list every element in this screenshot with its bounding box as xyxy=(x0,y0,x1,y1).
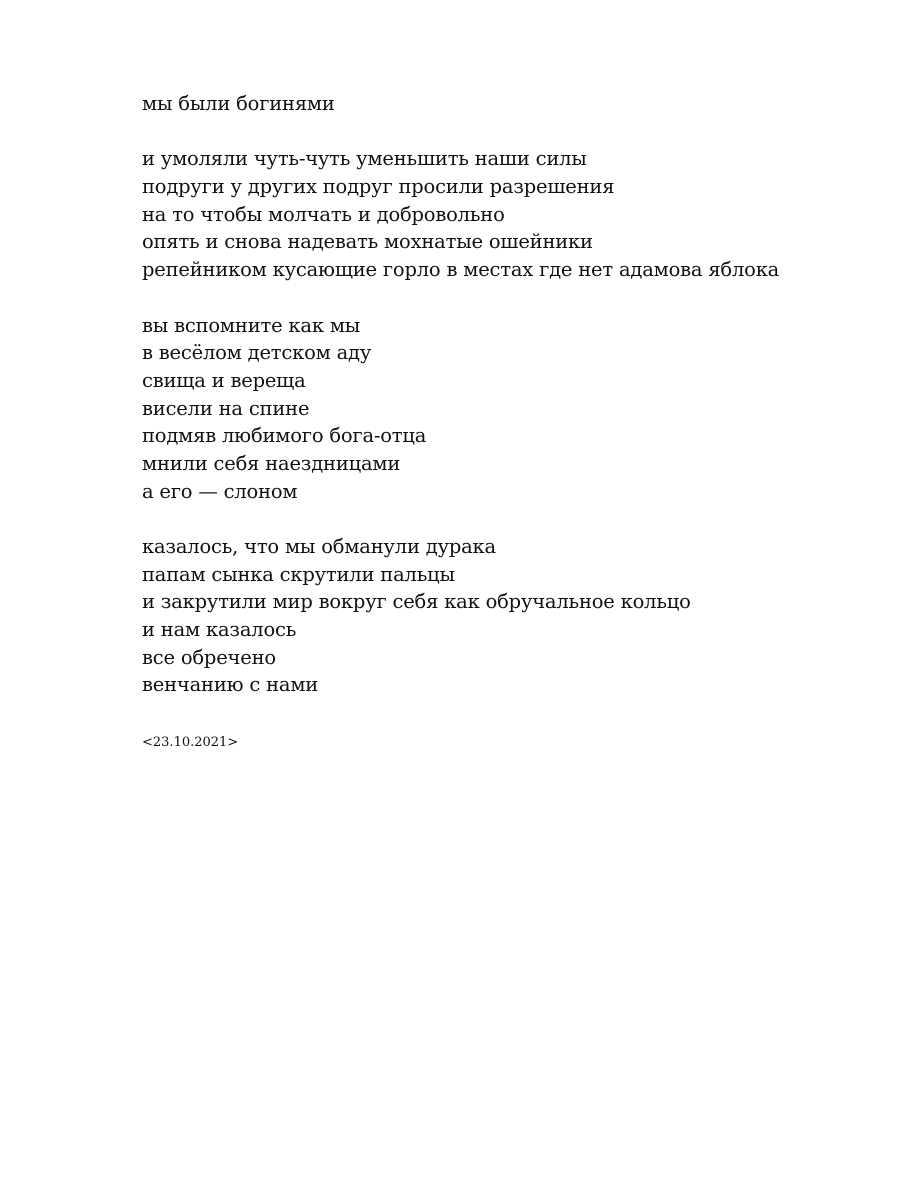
poem-line: репейником кусающие горло в местах где нет адамова яблока xyxy=(142,258,780,282)
stanza-2 xyxy=(142,145,842,283)
poem-line: висели на спине xyxy=(142,396,310,420)
poem-line: вы вспомните как мы xyxy=(142,313,361,337)
poem-line: и умоляли чуть-чуть уменьшить наши силы xyxy=(142,147,587,171)
poem-line: и закрутили мир вокруг себя как обручальное кольцо xyxy=(142,590,691,614)
poem-line: все обречено xyxy=(142,645,276,669)
poem-line: на то чтобы молчать и добровольно xyxy=(142,202,505,226)
poem-line: свища и вереща xyxy=(142,368,306,392)
poem-line: венчанию с нами xyxy=(142,673,319,697)
stanza-1 xyxy=(142,90,842,118)
stanza-gap xyxy=(142,505,842,533)
poem-line: и нам казалось xyxy=(142,618,297,642)
poem-line: подмяв любимого бога-отца xyxy=(142,424,427,448)
poem-line: папам сынка скрутили пальцы xyxy=(142,562,455,586)
poem-date: <23.10.2021> xyxy=(142,735,239,750)
stanza-gap xyxy=(142,118,842,146)
poem-line: подруги у других подруг просили разрешения xyxy=(142,175,615,199)
poem-line: мнили себя наездницами xyxy=(142,451,401,475)
poem-line: а его — слоном xyxy=(142,479,298,503)
poem-line: казалось, что мы обманули дурака xyxy=(142,535,496,558)
poem-line: в весёлом детском аду xyxy=(142,341,372,365)
stanza-3 xyxy=(142,312,842,506)
stanza-gap xyxy=(142,284,842,312)
poem-line: мы были богинями xyxy=(142,92,335,115)
poem-body xyxy=(142,90,842,699)
stanza-4 xyxy=(142,533,842,699)
poem-line: опять и снова надевать мохнатые ошейники xyxy=(142,230,593,254)
